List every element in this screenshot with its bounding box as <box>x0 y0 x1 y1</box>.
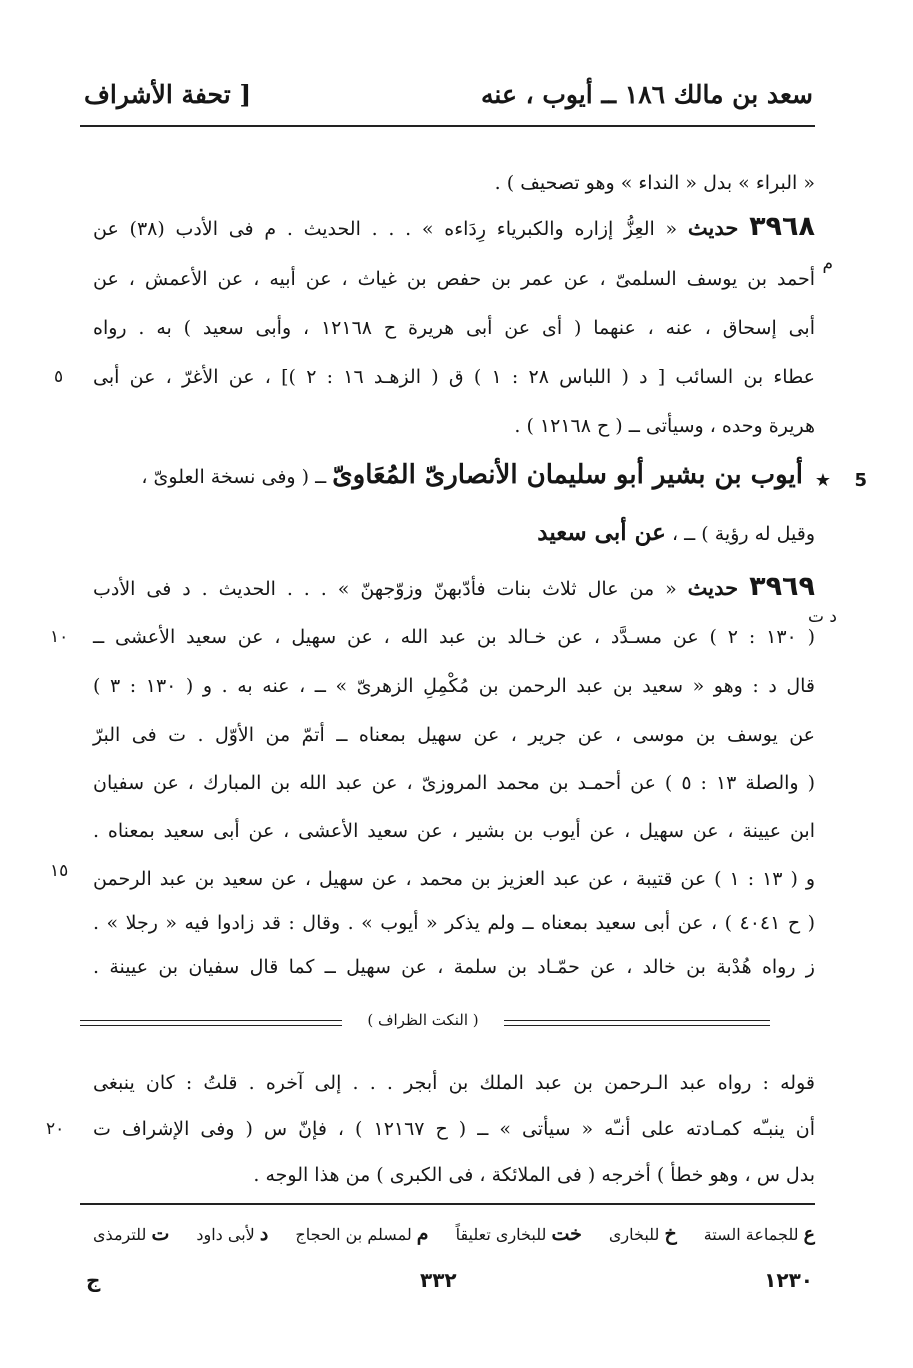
hadith-3969-line-9: ز رواه هُدْبة بن خالد ، عن حمّـاد بن سلمة ، عن سهيل ــ كما قال سفيان بن عيينة . <box>93 956 815 978</box>
hadith-number: ٣٩٦٨ <box>749 211 815 242</box>
running-header-right: سعد بن مالك ١٨٦ ــ أيوب ، عنه <box>481 80 813 109</box>
footer-rule <box>80 1203 815 1205</box>
hadith-3968-line-2: أحمد بن يوسف السلمىّ ، عن عمر بن حفص بن غياث ، عن أبيه ، عن الأعمش ، عن <box>93 268 815 290</box>
divider-rule-left <box>80 1020 342 1026</box>
notes-line-3: بدل س ، وهو خطأ ) أخرجه ( فى الملائكة ، فى الكبرى ) من هذا الوجه . <box>253 1164 815 1186</box>
abbr-item: ع للجماعة الستة <box>703 1223 815 1245</box>
notes-line-1: قوله : رواه عبد الـرحمن بن عبد الملك بن أبجر . . . إلى آخره . قلتُ : كان ينبغى <box>93 1072 815 1094</box>
person-number: 5 <box>854 470 867 491</box>
abbreviation-key <box>93 1222 815 1247</box>
running-header-left: [ تحفة الأشراف <box>84 80 252 109</box>
person-heading-line-1 <box>93 458 803 494</box>
line-marker-10: ١٠ <box>50 627 69 647</box>
signature-mark: ج <box>86 1268 101 1292</box>
person-name: أيوب بن بشير أبو سليمان الأنصارىّ المُعَاوىّ <box>332 460 803 490</box>
divider-rule-right <box>504 1020 770 1026</box>
hadith-3969-line-1 <box>93 570 815 606</box>
margin-sigla-dt: د ت <box>808 607 837 627</box>
notes-line-2: أن ينبـّه كمـادته على أنـّه « سيأتى » ــ ( ح ١٢١٦٧ ) ، فإنّ س ( وفى الإشراف ت <box>93 1118 816 1140</box>
hadith-number: ٣٩٦٩ <box>749 571 816 602</box>
hadith-text: « من عال ثلاث بنات فأدّبهنّ وزوّجهنّ » . . . الحديث . د فى الأدب <box>93 578 677 600</box>
notes-divider <box>80 1011 770 1030</box>
abbr-item: د لأبى داود <box>196 1223 269 1245</box>
hadith-label: حديث <box>687 215 739 240</box>
hadith-3969-line-5: ( والصلة ١٣ : ٥ ) عن أحمـد بن محمد المروزىّ ، عن عبد الله بن المبارك ، عن سفيان <box>93 772 815 794</box>
hadith-label: حديث <box>687 575 739 600</box>
continuation-line: « البراء » بدل « النداء » وهو تصحيف ) . <box>494 172 815 194</box>
hadith-3968-line-1 <box>93 210 815 246</box>
abbr-item: خت للبخارى تعليقاً <box>455 1223 582 1245</box>
star-icon: ★ <box>814 470 831 491</box>
margin-sigla-m: م <box>822 254 833 274</box>
header-rule <box>80 125 815 127</box>
hadith-3969-line-4: عن يوسف بن موسى ، عن جرير ، عن سهيل بمعناه ــ أتمّ من الأوّل . ت فى البرّ <box>93 724 815 746</box>
hadith-3969-line-7: و ( ١٣ : ١ ) عن قتيبة ، عن عبد العزيز بن محمد ، عن سهيل ، عن سعيد بن عبد الرحمن <box>93 868 816 890</box>
line-marker-20: ٢٠ <box>46 1119 65 1139</box>
hadith-3969-line-3: قال د : وهو « سعيد بن عبد الرحمن بن مُكْمِلِ الزهرىّ » ــ ، عنه به . و ( ١٣٠ : ٣ ) <box>93 675 816 697</box>
hadith-text: « العِزُّ إزاره والكبرياء رِدَاءه » . . . الحديث . م فى الأدب (٣٨) عن <box>93 218 678 240</box>
abbr-item: م لمسلم بن الحجاج <box>295 1223 429 1245</box>
person-marker <box>815 470 831 492</box>
notes-title: ( النكت الظراف ) <box>367 1011 479 1029</box>
person-note-2: وقيل له رؤية ) ــ ، <box>671 523 815 545</box>
line-marker-15: ١٥ <box>50 861 69 881</box>
hadith-3968-line-4: عطاء بن السائب [ د ( اللباس ٢٨ : ١ ) ق ( الزهـد ١٦ : ٢ )] ، عن الأغرّ ، عن أبى <box>93 366 816 388</box>
person-note: ــ ( وفى نسخة العلوىّ ، <box>141 466 327 488</box>
hadith-3969-line-8: ( ح ٤٠٤١ ) ، عن أبى سعيد بمعناه ــ ولم يذكر « أيوب » . وقال : قد زادوا فيه « رجلا » . <box>93 912 815 934</box>
abbr-item: خ للبخارى <box>608 1223 677 1245</box>
page-number: ٣٣٢ <box>420 1268 457 1292</box>
hadith-3968-line-3: أبى إسحاق ، عنه ، عنهما ( أى عن أبى هريرة ح ١٢١٦٨ ، وأبى سعيد ) به . رواه <box>93 317 815 339</box>
hadith-3968-line-5: هريرة وحده ، وسيأتى ــ ( ح ١٢١٦٨ ) . <box>514 415 815 437</box>
line-marker-5: ٥ <box>54 367 64 387</box>
item-number: ١٢٣٠ <box>764 1268 813 1292</box>
hadith-3969-line-6: ابن عيينة ، عن سهيل ، عن أيوب بن بشير ، عن سعيد الأعشى ، عن أبى سعيد بمعناه . <box>93 820 815 842</box>
person-heading-line-2 <box>93 516 815 551</box>
hadith-3969-line-2: ( ١٣٠ : ٢ ) عن مسـدَّد ، عن خـالد بن عبد الله ، عن سهيل ، عن سعيد الأعشى ــ <box>93 626 815 648</box>
narrator-heading: عن أبى سعيد <box>537 519 666 546</box>
abbr-item: ت للترمذى <box>93 1223 170 1245</box>
